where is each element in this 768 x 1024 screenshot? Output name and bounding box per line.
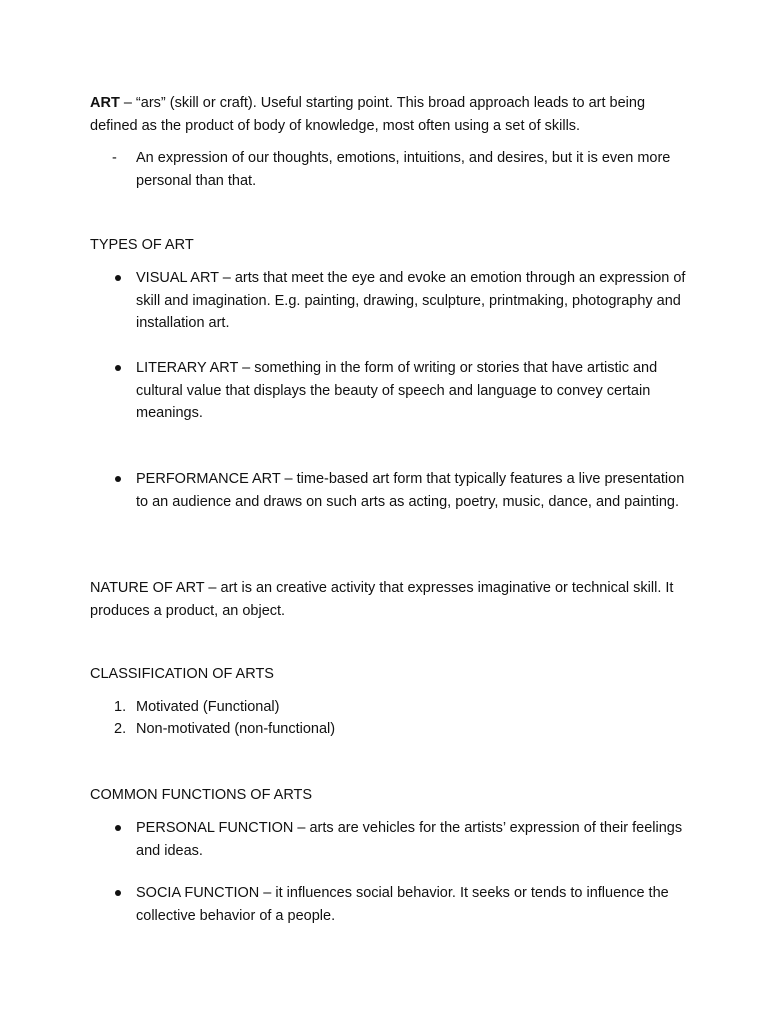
functions-item-personal: PERSONAL FUNCTION – arts are vehicles for the artists’ expression of their feelings and ideas.: [136, 820, 683, 859]
types-item-performance: PERFORMANCE ART – time-based art form that typically features a live presentation to an audience and draws on such arts as acting, poetry, music, dance, and painting.: [136, 471, 685, 510]
classification-heading: CLASSIFICATION OF ARTS: [90, 666, 274, 682]
art-term: ART: [90, 95, 120, 111]
classification-number: 1.: [114, 699, 127, 715]
dash-item: An expression of our thoughts, emotions, intuitions, and desires, but it is even more personal than that.: [136, 150, 671, 189]
types-heading: TYPES OF ART: [90, 237, 194, 253]
nature-paragraph: NATURE OF ART – art is an creative activity that expresses imaginative or technical skill. It produces a product, an object.: [90, 580, 674, 619]
types-item-visual: VISUAL ART – arts that meet the eye and evoke an emotion through an expression of skill and imagination. E.g. painting, drawing, sculpture, printmaking, photography and installation art.: [136, 270, 686, 331]
bullet-icon: [115, 825, 121, 831]
dash-marker: -: [112, 150, 117, 166]
bullet-icon: [115, 890, 121, 896]
art-definition-text: – “ars” (skill or craft). Useful starting point. This broad approach leads to art being defined as the product of body of knowledge, most often using a set of skills.: [90, 95, 646, 134]
art-definition: [90, 92, 690, 137]
types-item-literary: LITERARY ART – something in the form of writing or stories that have artistic and cultural value that displays the beauty of speech and language to convey certain meanings.: [136, 360, 658, 421]
classification-number: 2.: [114, 721, 127, 737]
classification-item-non-motivated: Non-motivated (non-functional): [136, 721, 336, 737]
bullet-icon: [115, 476, 121, 482]
bullet-icon: [115, 365, 121, 371]
bullet-icon: [115, 275, 121, 281]
functions-heading: COMMON FUNCTIONS OF ARTS: [90, 787, 313, 803]
classification-item-motivated: Motivated (Functional): [136, 699, 280, 715]
functions-item-social: SOCIA FUNCTION – it influences social behavior. It seeks or tends to influence the collective behavior of a people.: [136, 885, 669, 924]
